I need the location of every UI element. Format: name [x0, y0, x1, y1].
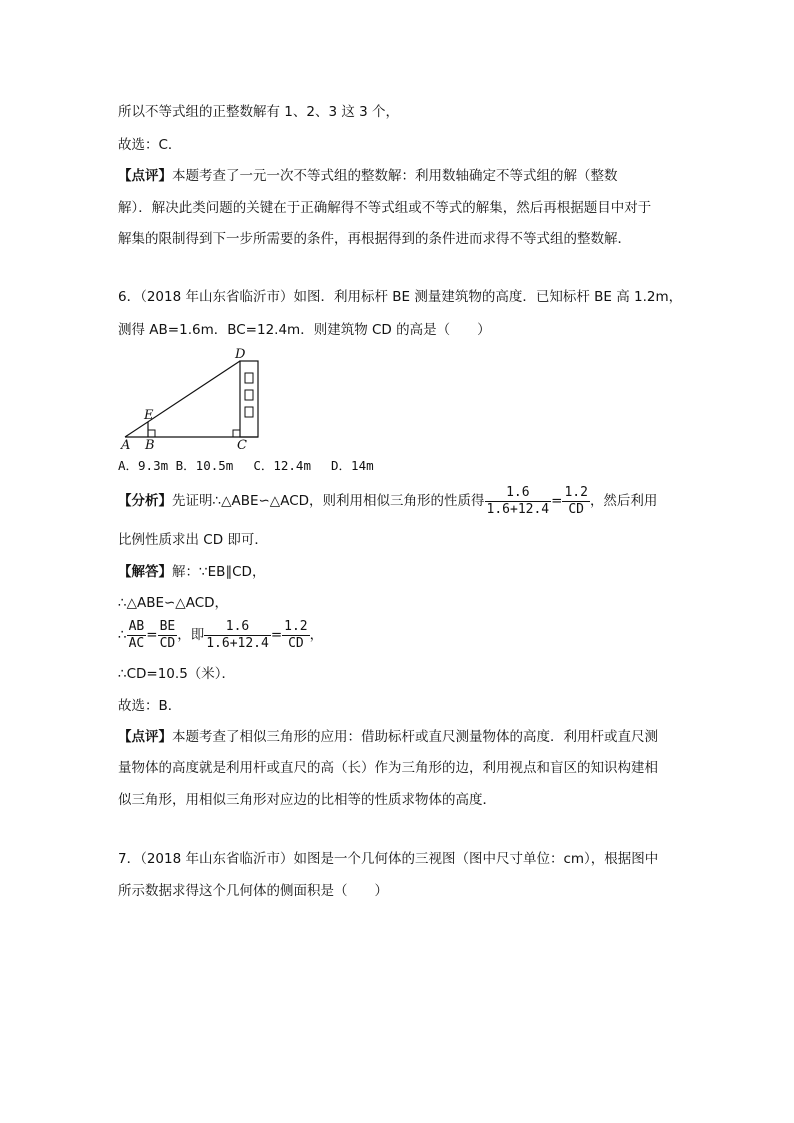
q6-figure [115, 343, 275, 453]
q6-solution-line-1 [118, 562, 265, 582]
comment-text: 本题考查了相似三角形的应用：借助标杆或直尺测量物体的高度．利用杆或直尺测 [172, 729, 658, 745]
q6-result: ∴CD=10.5（米）． [118, 666, 236, 682]
analysis-text: 先证明∴△ABE∽△ACD，则利用相似三角形的性质得 [172, 493, 485, 509]
fraction-4: $\frac{1.2}{CD}$ [284, 618, 308, 651]
q6-options: A．9.3m B．10.5m C．12.4m D．14m [118, 458, 374, 473]
comment-text: 本题考查了一元一次不等式组的整数解：利用数轴确定不等式组的解（整数 [172, 168, 618, 184]
q6-analysis-line-1: 【分析】先证明∴△ABE∽△ACD，则利用相似三角形的性质得 $\frac{1.6}{1.6+12.4}$ = $\frac{1.2}{CD}$ ，然后利用 [118, 484, 658, 517]
fraction-1: $\frac{1.6}{1.6+12.4}$ [486, 484, 550, 517]
q6-analysis-line-2: 比例性质求出 CD 即可． [118, 532, 268, 548]
analysis-text-post: ，然后利用 [589, 493, 658, 509]
q6-solution-line-2: ∴△ABE∽△ACD， [118, 595, 229, 611]
solution-tag: 【解答】 [118, 564, 172, 580]
label-a: A [121, 438, 131, 453]
fraction-3: $\frac{1.6}{1.6+12.4}$ [206, 618, 269, 651]
prev-comment-line-2: 解）．解决此类问题的关键在于正确解得不等式组或不等式的解集，然后再根据题目中对于 [118, 200, 652, 216]
comment-tag: 【点评】 [118, 729, 172, 745]
building [240, 361, 258, 437]
comment-tag: 【点评】 [118, 168, 172, 184]
fraction-ab-ac: $\frac{AB}{AC}$ [128, 618, 145, 651]
label-c: C [237, 438, 247, 453]
q6-comment-line-1 [118, 727, 658, 747]
q7-stem-line-1: 7．（2018 年山东省临沂市）如图是一个几何体的三视图（图中尺寸单位：cm），根据图中 [118, 851, 659, 867]
fraction-2: $\frac{1.2}{CD}$ [564, 484, 588, 517]
label-e: E [144, 408, 154, 423]
prev-comment-line-1 [118, 166, 618, 186]
fraction-be-cd: $\frac{BE}{CD}$ [159, 618, 176, 651]
prev-comment-line-3: 解集的限制得到下一步所需要的条件，再根据得到的条件进而求得不等式组的整数解． [118, 231, 631, 247]
solution-text: 解：∵EB∥CD， [172, 564, 266, 580]
label-d: D [235, 347, 246, 362]
sight-line [125, 361, 240, 437]
prev-conclusion: 所以不等式组的正整数解有 1、2、3 这 3 个， [118, 104, 400, 120]
right-angle-c [233, 430, 240, 437]
right-angle-b [148, 430, 155, 437]
q6-solution-fractions: ∴ $\frac{AB}{AC}$ = $\frac{BE}{CD}$ ，即 $\frac{1.6}{1.6+12.4}$ = $\frac{1.2}{CD}$ ， [118, 618, 324, 651]
analysis-tag: 【分析】 [118, 493, 172, 509]
q6-choice: 故选：B． [118, 698, 182, 714]
q6-stem-line-2: 测得 AB=1.6m．BC=12.4m．则建筑物 CD 的高是（ ） [118, 322, 491, 338]
label-b: B [145, 438, 155, 453]
q6-comment-line-3: 似三角形，用相似三角形对应边的比相等的性质求物体的高度． [118, 792, 496, 808]
q6-comment-line-2: 量物体的高度就是利用杆或直尺的高（长）作为三角形的边，利用视点和盲区的知识构建相 [118, 760, 658, 776]
q6-stem-line-1: 6．（2018 年山东省临沂市）如图．利用标杆 BE 测量建筑物的高度．已知标杆 BE 高 1.2m， [118, 289, 683, 305]
q7-stem-line-2: 所示数据求得这个几何体的侧面积是（ ） [118, 883, 388, 899]
prev-choice: 故选：C． [118, 137, 182, 153]
